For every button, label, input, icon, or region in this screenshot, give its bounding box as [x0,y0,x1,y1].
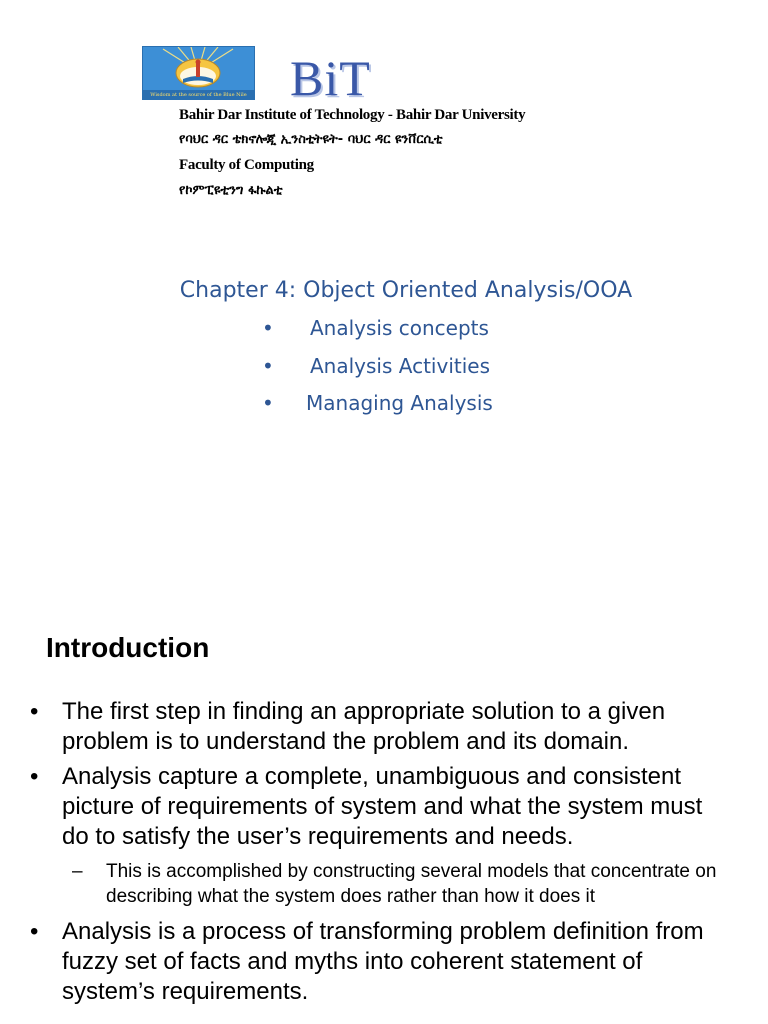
section-heading: Introduction [46,632,210,663]
intro-bullet-list [30,697,730,1012]
chapter-topic [262,351,493,389]
intro-bullet [30,697,730,757]
chapter-topic [262,313,493,351]
chapter-topic-label: Analysis concepts [310,316,489,340]
logo-motto: Wisdom at the source of the Blue Nile [150,92,247,98]
faculty-name-english: Faculty of Computing [179,157,314,173]
chapter-topic-label: Analysis Activities [310,353,490,378]
bullet-icon: • [30,698,39,725]
bullet-icon: • [30,918,39,945]
brand-title: BiT [290,50,371,106]
intro-bullet [30,917,730,1007]
intro-bullet-text: Analysis is a process of transforming problem definition from fuzzy set of facts and myths into coherent statement of system’s requirements. [62,918,704,1005]
intro-bullet [30,762,730,909]
intro-sub-bullet-text: This is accomplished by constructing several models that concentrate on describing what the system does rather than how it does it [106,861,717,907]
intro-bullet-text: Analysis capture a complete, unambiguous and consistent picture of requirements of system and what the system must do to satisfy the user’s requirements and needs. [62,763,703,850]
institute-name-amharic: የባህር ዳር ቴክኖሎጂ ኢንስቲትዩት- ባህር ዳር ዩንቨርሲቲ [179,132,443,147]
bullet-icon: • [30,763,39,790]
chapter-title: Chapter 4: Object Oriented Analysis/OOA [179,278,633,303]
intro-sub-bullet [72,859,730,909]
intro-bullet-text: The first step in finding an appropriate solution to a given problem is to understand the problem and its domain. [62,698,666,755]
bit-logo [142,46,255,100]
bullet-icon: • [262,353,274,378]
institute-name-english: Bahir Dar Institute of Technology - Bahir Dar University [179,107,526,123]
chapter-topics [262,313,493,426]
bullet-icon: • [262,391,274,415]
faculty-name-amharic: የኮምፒዩቲንግ ፋኩልቲ [179,183,283,198]
dash-icon: – [72,861,83,882]
chapter-topic-label: Managing Analysis [306,391,493,415]
chapter-topic [262,388,493,426]
bullet-icon: • [262,316,274,340]
